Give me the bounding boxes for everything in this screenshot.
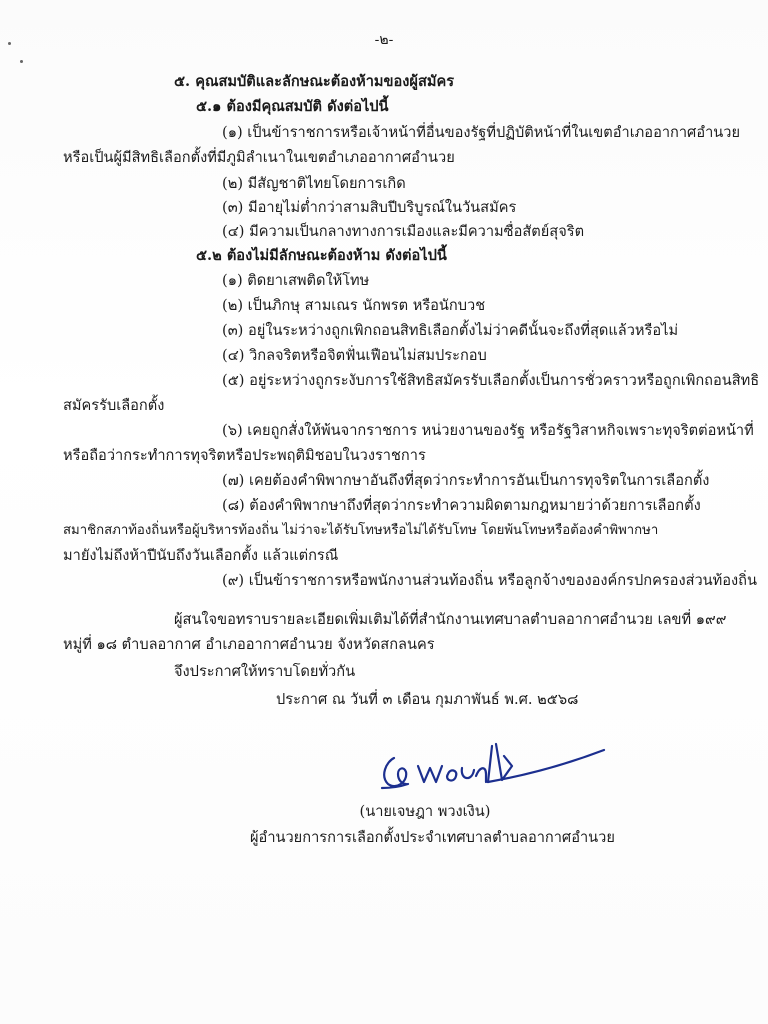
prohibition-item: (๙) เป็นข้าราชการหรือพนักงานส่วนท้องถิ่น หรือลูกจ้างขององค์กรปกครองส่วนท้องถิ่น — [222, 572, 757, 589]
prohibition-item: (๔) วิกลจริตหรือจิตฟั่นเฟือนไม่สมประกอบ — [222, 347, 487, 364]
scan-speck — [20, 60, 23, 63]
contact-line: ผู้สนใจขอทราบรายละเอียดเพิ่มเติมได้ที่สำนักงานเทศบาลตำบลอากาศอำนวย เลขที่ ๑๙๙ — [174, 611, 727, 628]
prohibition-item: (๘) ต้องคำพิพากษาถึงที่สุดว่ากระทำความผิดตามกฎหมายว่าด้วยการเลือกตั้ง — [222, 497, 701, 514]
prohibition-item: (๕) อยู่ระหว่างถูกระงับการใช้สิทธิสมัครรับเลือกตั้งเป็นการชั่วคราวหรือถูกเพิกถอนสิทธิ — [222, 372, 760, 389]
section-heading: ๕. คุณสมบัติและลักษณะต้องห้ามของผู้สมัคร — [174, 73, 455, 90]
prohibition-item: (๖) เคยถูกสั่งให้พ้นจากราชการ หน่วยงานของรัฐ หรือรัฐวิสาหกิจเพราะทุจริตต่อหน้าที่ — [222, 422, 754, 439]
page-number: -๒- — [374, 32, 394, 48]
subsection-heading-qualifications: ๕.๑ ต้องมีคุณสมบัติ ดังต่อไปนี้ — [196, 98, 389, 115]
contact-line-continued: หมู่ที่ ๑๘ ตำบลอากาศ อำเภออากาศอำนวย จังหวัดสกลนคร — [63, 636, 435, 653]
prohibition-item: (๗) เคยต้องคำพิพากษาอันถึงที่สุดว่ากระทำการอันเป็นการทุจริตในการเลือกตั้ง — [222, 472, 710, 489]
prohibition-item-continued: สมาชิกสภาท้องถิ่นหรือผู้บริหารท้องถิ่น ไม่ว่าจะได้รับโทษหรือไม่ได้รับโทษ โดยพ้นโทษหรือต้องคำพิพากษา — [63, 523, 659, 538]
prohibition-item: (๒) เป็นภิกษุ สามเณร นักพรต หรือนักบวช — [222, 297, 486, 314]
prohibition-item-continued: สมัครรับเลือกตั้ง — [63, 397, 165, 414]
subsection-heading-prohibitions: ๕.๒ ต้องไม่มีลักษณะต้องห้าม ดังต่อไปนี้ — [196, 247, 447, 264]
qualification-item: (๑) เป็นข้าราชการหรือเจ้าหน้าที่อื่นของรัฐที่ปฏิบัติหน้าที่ในเขตอำเภออากาศอำนวย — [222, 124, 741, 141]
prohibition-item: (๓) อยู่ในระหว่างถูกเพิกถอนสิทธิเลือกตั้งไม่ว่าคดีนั้นจะถึงที่สุดแล้วหรือไม่ — [222, 322, 679, 339]
qualification-item: (๓) มีอายุไม่ต่ำกว่าสามสิบปีบริบูรณ์ในวันสมัคร — [222, 199, 517, 216]
signer-position: ผู้อำนวยการการเลือกตั้งประจำเทศบาลตำบลอากาศอำนวย — [250, 829, 615, 846]
prohibition-item: (๑) ติดยาเสพติดให้โทษ — [222, 272, 370, 289]
prohibition-item-continued: มายังไม่ถึงห้าปีนับถึงวันเลือกตั้ง แล้วแต่กรณี — [63, 547, 339, 564]
qualification-item: (๔) มีความเป็นกลางทางการเมืองและมีความซื่อสัตย์สุจริต — [222, 223, 585, 240]
qualification-item: (๒) มีสัญชาติไทยโดยการเกิด — [222, 175, 406, 192]
prohibition-item-continued: หรือถือว่ากระทำการทุจริตหรือประพฤติมิชอบในวงราชการ — [63, 447, 426, 464]
announcement-date: ประกาศ ณ วันที่ ๓ เดือน กุมภาพันธ์ พ.ศ. ๒๕๖๘ — [276, 691, 579, 708]
qualification-item-continued: หรือเป็นผู้มีสิทธิเลือกตั้งที่มีภูมิลำเนาในเขตอำเภออากาศอำนวย — [63, 149, 455, 166]
signature-image — [372, 736, 612, 808]
announcement-text: จึงประกาศให้ทราบโดยทั่วกัน — [174, 663, 356, 680]
signer-name: (นายเจษฎา พวงเงิน) — [359, 803, 491, 820]
